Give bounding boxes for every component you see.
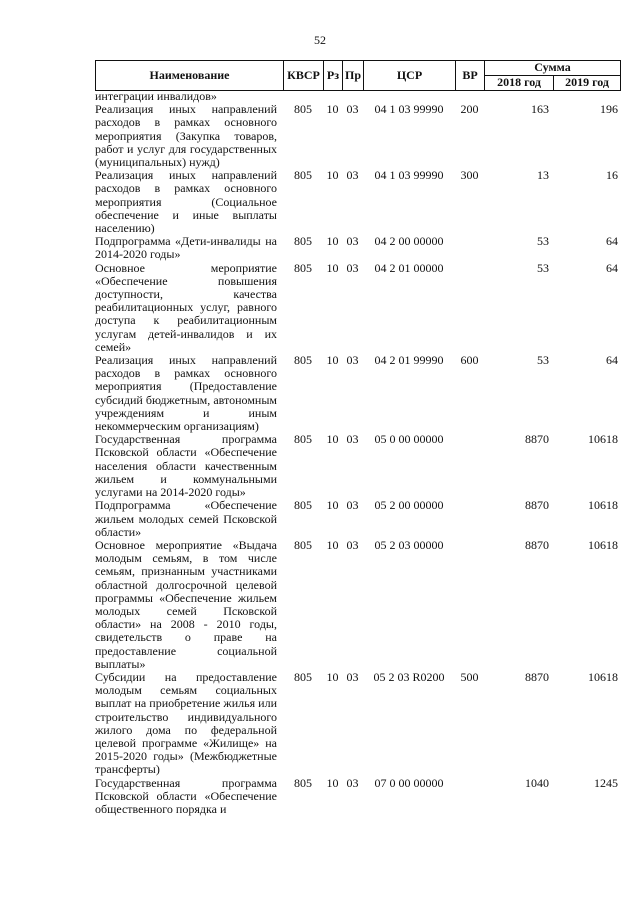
table-row — [95, 354, 620, 433]
table-row — [95, 103, 620, 169]
row-pr: 03 — [346, 102, 359, 117]
row-vr — [455, 433, 484, 499]
row-pr: 03 — [346, 775, 359, 790]
row-name: Государственная программа Псковской области «Обеспечение населения области качественным жильем и коммунальными услугами на 2014-2020 годы» — [95, 432, 277, 500]
row-csr: 04 2 01 00000 — [374, 260, 444, 275]
row-sum-2018: 53 — [537, 260, 549, 275]
row-rz: 10 — [326, 353, 339, 368]
table-row — [95, 433, 620, 499]
header-kvsr: КВСР — [284, 61, 324, 91]
row-csr: 04 2 00 00000 — [374, 234, 444, 249]
row-sum-2019: 10618 — [588, 537, 618, 552]
header-sum: Сумма — [485, 61, 621, 76]
header-year-2019: 2019 год — [554, 76, 621, 91]
row-sum-2019: 64 — [606, 260, 618, 275]
row-sum-2019: 1245 — [594, 775, 618, 790]
row-name: Основное мероприятие «Обеспечение повышения доступности, качества реабилитационных услуг, равного доступа к реабилитационным услугам детей-инвалидов и их семей» — [95, 260, 277, 354]
row-sum-2018: 163 — [531, 102, 549, 117]
table-row — [95, 777, 620, 817]
row-rz: 10 — [326, 537, 339, 552]
row-sum-2019: 10618 — [588, 498, 618, 513]
row-name: Государственная программа Псковской области «Обеспечение общественного порядка и — [95, 775, 277, 816]
row-name: Реализация иных направлений расходов в рамках основного мероприятия (Предоставление субсидий бюджетным, автономным учреждениям и иным некоммерческим организациям) — [95, 353, 277, 434]
row-kvsr: 805 — [294, 432, 312, 447]
row-csr: 04 1 03 99990 — [374, 102, 444, 117]
row-csr: 05 2 03 R0200 — [373, 669, 445, 684]
row-sum-2019: 64 — [606, 234, 618, 249]
header-vr: ВР — [456, 61, 485, 91]
row-vr: 300 — [460, 168, 479, 183]
row-kvsr: 805 — [294, 537, 312, 552]
row-rz: 10 — [326, 432, 339, 447]
page-number: 52 — [314, 33, 326, 47]
row-vr: 500 — [460, 669, 479, 684]
row-pr: 03 — [346, 498, 359, 513]
row-vr: 600 — [460, 353, 479, 368]
row-vr — [455, 777, 484, 817]
row-rz: 10 — [326, 669, 339, 684]
row-pr: 03 — [346, 353, 359, 368]
table-header — [95, 60, 621, 91]
row-pr: 03 — [346, 537, 359, 552]
row-pr: 03 — [346, 432, 359, 447]
table-row — [95, 262, 620, 354]
table-row — [95, 671, 620, 777]
row-vr — [455, 235, 484, 261]
row-rz: 10 — [326, 102, 339, 117]
table-row — [95, 499, 620, 539]
row-sum-2019: 10618 — [588, 669, 618, 684]
header-pr: Пр — [343, 61, 364, 91]
row-kvsr: 805 — [294, 260, 312, 275]
row-sum-2019: 16 — [606, 168, 618, 183]
budget-table — [95, 90, 620, 816]
row-name: Подпрограмма «Обеспечение жильем молодых семей Псковской области» — [95, 498, 277, 539]
row-sum-2019: 10618 — [588, 432, 618, 447]
row-pr: 03 — [346, 234, 359, 249]
row-rz: 10 — [326, 260, 339, 275]
table-row — [95, 235, 620, 261]
header-year-2018: 2018 год — [485, 76, 554, 91]
row-rz: 10 — [326, 775, 339, 790]
row-pr: 03 — [346, 168, 359, 183]
row-sum-2018: 53 — [537, 234, 549, 249]
row-sum-2018: 8870 — [525, 498, 549, 513]
row-sum-2018: 8870 — [525, 537, 549, 552]
continuation-text: интеграции инвалидов» — [95, 89, 217, 103]
row-name: Подпрограмма «Дети-инвалиды на 2014-2020 годы» — [95, 234, 277, 262]
row-sum-2019: 196 — [600, 102, 618, 117]
row-kvsr: 805 — [294, 498, 312, 513]
row-vr — [455, 539, 484, 671]
row-name: Субсидии на предоставление молодым семьям социальных выплат на приобретение жилья или строительство индивидуального жилого дома по федеральной целевой программе «Жилище» на 2015-2020 годы» (Межбюджетные трансферты) — [95, 669, 277, 777]
row-kvsr: 805 — [294, 353, 312, 368]
row-rz: 10 — [326, 498, 339, 513]
header-name: Наименование — [96, 61, 284, 91]
row-vr — [455, 262, 484, 354]
row-vr — [455, 499, 484, 539]
row-kvsr: 805 — [294, 234, 312, 249]
row-name: Основное мероприятие «Выдача молодым семьям, в том числе семьям, признанным участниками областной долгосрочной целевой программы «Обеспечение жильем молодых семей Псковской области» на 2008 - 2010 годы, свидетельств о праве на предоставление социальной выплаты» — [95, 537, 277, 671]
row-sum-2018: 8870 — [525, 669, 549, 684]
row-name: Реализация иных направлений расходов в рамках основного мероприятия (Социальное обеспечение и иные выплаты населению) — [95, 168, 277, 236]
row-rz: 10 — [326, 234, 339, 249]
row-kvsr: 805 — [294, 102, 312, 117]
table-row — [95, 169, 620, 235]
row-sum-2019: 64 — [606, 353, 618, 368]
row-sum-2018: 53 — [537, 353, 549, 368]
row-csr: 04 1 03 99990 — [374, 168, 444, 183]
header-rz: Рз — [324, 61, 343, 91]
row-csr: 05 0 00 00000 — [374, 432, 444, 447]
row-csr: 04 2 01 99990 — [374, 353, 444, 368]
row-sum-2018: 1040 — [525, 775, 549, 790]
row-rz: 10 — [326, 168, 339, 183]
row-pr: 03 — [346, 669, 359, 684]
header-csr: ЦСР — [364, 61, 456, 91]
row-sum-2018: 13 — [537, 168, 549, 183]
row-vr: 200 — [460, 102, 479, 117]
row-csr: 05 2 00 00000 — [374, 498, 444, 513]
table-row — [95, 539, 620, 671]
row-kvsr: 805 — [294, 775, 312, 790]
row-csr: 07 0 00 00000 — [374, 775, 444, 790]
row-kvsr: 805 — [294, 669, 312, 684]
row-sum-2018: 8870 — [525, 432, 549, 447]
row-kvsr: 805 — [294, 168, 312, 183]
row-csr: 05 2 03 00000 — [374, 537, 444, 552]
row-name: Реализация иных направлений расходов в рамках основного мероприятия (Закупка товаров, работ и услуг для государственных (муниципальных) нужд) — [95, 102, 277, 170]
row-pr: 03 — [346, 260, 359, 275]
